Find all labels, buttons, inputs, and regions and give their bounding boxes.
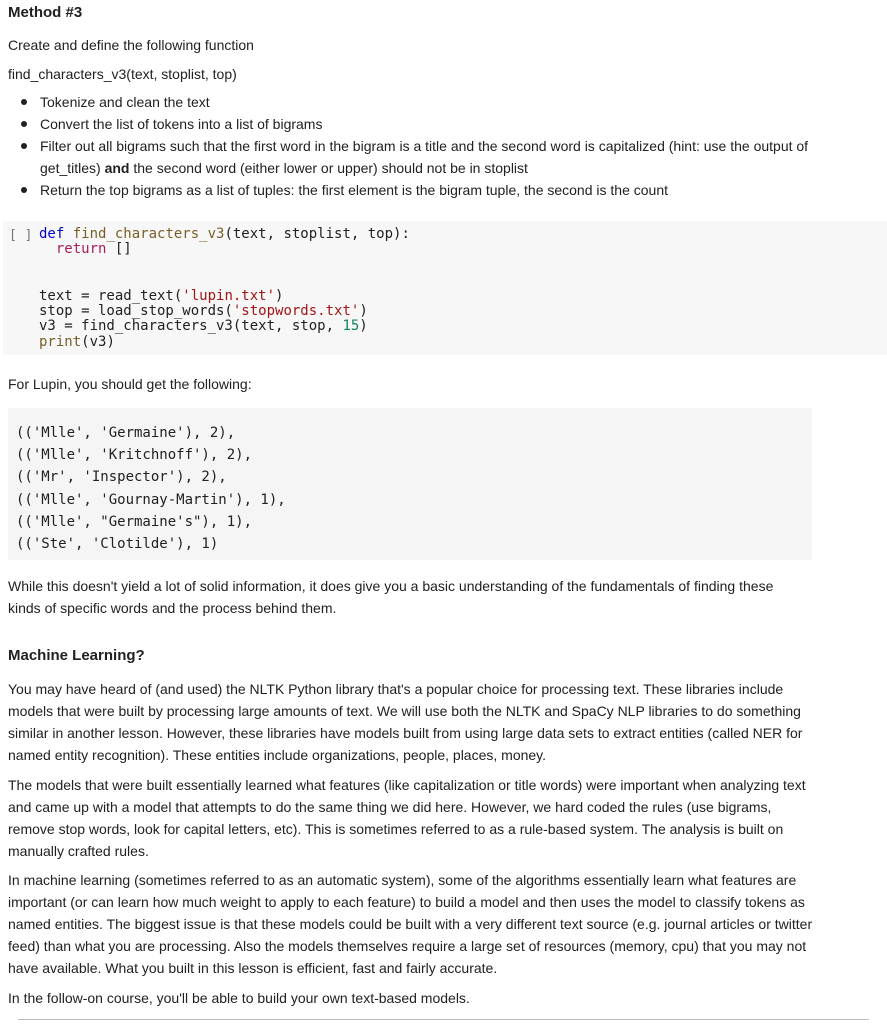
list-item: Filter out all bigrams such that the first word in the bigram is a title and the second word is capitalized (hint: use the output of get_titles) and the second word (either lower or upper) should not be in stoplist <box>8 135 820 179</box>
run-cell-button[interactable]: [ ] <box>9 228 33 243</box>
ml-paragraph-4: In the follow-on course, you'll be able to build your own text-based models. <box>8 990 470 1006</box>
code-cell[interactable] <box>3 221 887 355</box>
function-signature: find_characters_v3(text, stoplist, top) <box>8 66 237 82</box>
ml-title: Machine Learning? <box>8 647 145 664</box>
expected-output: (('Mlle', 'Germaine'), 2), (('Mlle', 'Kritchnoff'), 2), (('Mr', 'Inspector'), 2), (('Mlle', 'Gournay-Martin'), 1), (('Mlle', "Germaine's"), 1), (('Ste', 'Clotilde'), 1) <box>16 425 286 553</box>
list-item: Return the top bigrams as a list of tuples: the first element is the bigram tuple, the second is the count <box>8 179 820 201</box>
ml-paragraph-2: The models that were built essentially learned what features (like capitalization or title words) were important when analyzing text and came up with a model that attempts to do the same thing we did here. However, we hard coded the rules (use bigrams, remove stop words, look for capital letters, etc). This is sometimes referred to as a rule-based system. The analysis is built on manually crafted rules. <box>8 777 806 859</box>
expected-output-block <box>8 408 812 560</box>
ml-paragraph-1: You may have heard of (and used) the NLTK Python library that's a popular choice for processing text. These libraries include models that were built by processing large amounts of text. We will use both the NLTK and SpaCy NLP libraries to do something similar in another lesson. However, these libraries have models built from using large data sets to extract entities (called NER for named entity recognition). These entities include organizations, people, places, money. <box>8 681 803 763</box>
requirements-list <box>8 91 820 201</box>
lupin-label: For Lupin, you should get the following: <box>8 376 252 392</box>
code-editor[interactable]: def find_characters_v3(text, stoplist, top): return [] text = read_text('lupin.txt') stop = load_stop_words('stopwords.txt') v3 = find_characters_v3(text, stop, 15) print(v3) <box>39 226 410 350</box>
method-title: Method #3 <box>8 4 83 21</box>
list-item: Tokenize and clean the text <box>8 91 820 113</box>
list-item: Convert the list of tokens into a list of bigrams <box>8 113 820 135</box>
summary-text: While this doesn't yield a lot of solid information, it does give you a basic understanding of the fundamentals of finding these kinds of specific words and the process behind them. <box>8 578 774 616</box>
method-intro: Create and define the following function <box>8 37 254 53</box>
divider <box>18 1019 869 1020</box>
ml-paragraph-3: In machine learning (sometimes referred to as an automatic system), some of the algorithms essentially learn what features are important (or can learn how much weight to apply to each feature) to build a model and then uses the model to classify tokens as named entities. The biggest issue is that these models could be built with a very different text source (e.g. journal articles or twitter feed) than what you are processing. Also the models themselves require a large set of resources (memory, cpu) that you may not have available. What you built in this lesson is efficient, fast and fairly accurate. <box>8 872 813 976</box>
